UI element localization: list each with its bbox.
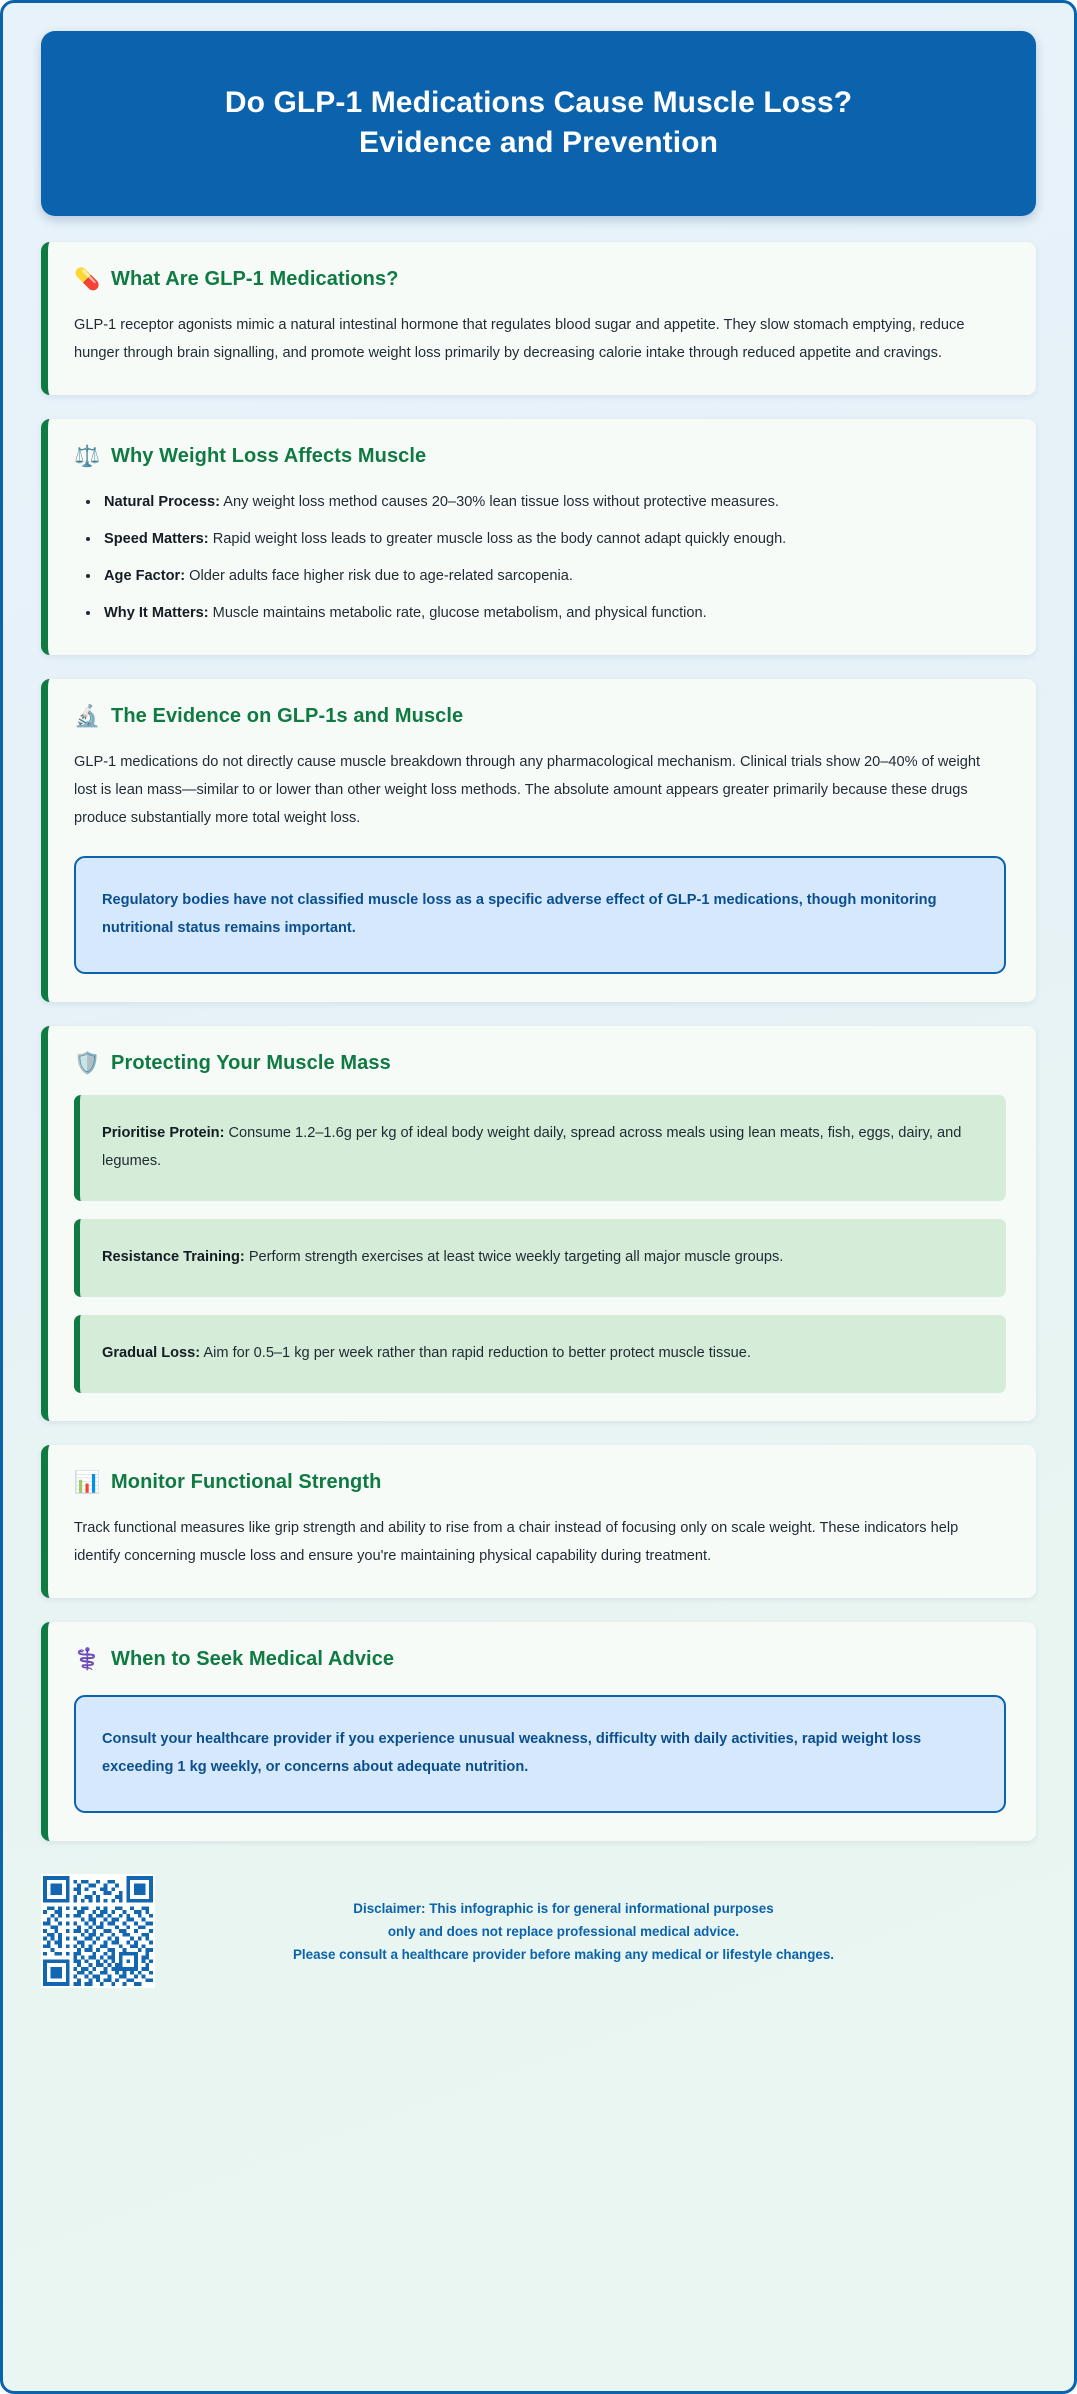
tip-body: Perform strength exercises at least twice weekly targeting all major muscle groups.	[248, 1249, 784, 1266]
section-card-why-weight-loss-affects-muscle	[41, 419, 1036, 655]
balance-scale-icon: ⚖️	[74, 445, 101, 469]
card-body-text: GLP-1 receptor agonists mimic a natural intestinal hormone that regulates blood sugar and appetite. They slow stomach emptying, reduce hunger through brain signalling, and promote weight loss primarily by decreasing calorie intake through reduced appetite and cravings.	[74, 317, 965, 362]
bullet-label: Natural Process:	[104, 494, 220, 511]
disclaimer-line-1-text: This infographic is for general informational purposes	[425, 1900, 774, 1916]
card-header	[74, 445, 1006, 468]
disclaimer-line-3: Please consult a healthcare provider before making any medical or lifestyle changes.	[292, 1947, 835, 1962]
disclaimer-line-2: only and does not replace professional medical advice.	[387, 1923, 740, 1939]
list-item	[78, 488, 1006, 516]
bullet-text: Any weight loss method causes 20–30% lean tissue loss without protective measures.	[223, 494, 779, 511]
disclaimer	[181, 1897, 1036, 1966]
card-title: Protecting Your Muscle Mass	[111, 1052, 391, 1075]
card-title: When to Seek Medical Advice	[111, 1648, 395, 1671]
tip-box-resistance-training	[74, 1219, 1006, 1297]
list-item	[78, 599, 1006, 627]
page-title	[81, 83, 996, 162]
card-title: The Evidence on GLP-1s and Muscle	[111, 705, 464, 728]
medical-advice-callout-box	[74, 1695, 1006, 1813]
tip-text	[102, 1243, 982, 1271]
bullet-text: Rapid weight loss leads to greater muscle loss as the body cannot adapt quickly enough.	[212, 531, 787, 548]
tip-box-prioritise-protein	[74, 1095, 1006, 1201]
bullet-label: Speed Matters:	[104, 531, 209, 548]
card-header	[74, 1648, 1006, 1671]
section-card-monitor-functional-strength	[41, 1445, 1036, 1598]
card-body-text: Track functional measures like grip strength and ability to rise from a chair instead of focusing only on scale weight. These indicators help identify concerning muscle loss and ensure you're maintaining physical capability during treatment.	[74, 1520, 959, 1565]
card-header	[74, 1052, 1006, 1075]
bullet-list	[74, 488, 1006, 627]
qr-code-svg	[43, 1876, 153, 1986]
tip-box-gradual-loss	[74, 1315, 1006, 1393]
tip-text	[102, 1339, 982, 1367]
card-header	[74, 1471, 1006, 1494]
bullet-label: Age Factor:	[104, 568, 186, 585]
bullet-text: Muscle maintains metabolic rate, glucose metabolism, and physical function.	[212, 605, 707, 622]
section-card-the-evidence	[41, 679, 1036, 1002]
section-card-what-are-glp1	[41, 242, 1036, 395]
tip-label: Gradual Loss:	[102, 1345, 201, 1362]
card-header	[74, 268, 1006, 291]
microscope-icon: 🔬	[74, 705, 101, 729]
footer	[41, 1871, 1036, 1991]
tip-list	[74, 1095, 1006, 1393]
bullet-label: Why It Matters:	[104, 605, 209, 622]
section-card-protecting-muscle-mass	[41, 1026, 1036, 1421]
tip-label: Prioritise Protein:	[102, 1125, 225, 1142]
disclaimer-paragraph	[181, 1897, 946, 1966]
callout-text: Regulatory bodies have not classified muscle loss as a specific adverse effect of GLP-1 medications, though monitoring nutritional status remains important.	[102, 892, 937, 937]
list-item	[78, 562, 1006, 590]
section-card-when-to-seek-advice	[41, 1622, 1036, 1841]
bullet-text: Older adults face higher risk due to age-related sarcopenia.	[189, 568, 573, 585]
page-title-line-1: Do GLP-1 Medications Cause Muscle Loss?	[224, 86, 853, 119]
medical-symbol-icon: ⚕️	[74, 1648, 101, 1672]
tip-label: Resistance Training:	[102, 1249, 245, 1266]
tip-body: Aim for 0.5–1 kg per week rather than rapid reduction to better protect muscle tissue.	[203, 1345, 751, 1362]
card-body-text: GLP-1 medications do not directly cause muscle breakdown through any pharmacological mechanism. Clinical trials show 20–40% of weight lost is lean mass—similar to or lower than other weight loss methods. The absolute amount appears greater primarily because these drugs produce substantially more total weight loss.	[74, 754, 981, 827]
card-header	[74, 705, 1006, 728]
list-item	[78, 525, 1006, 553]
card-title: Monitor Functional Strength	[111, 1471, 382, 1494]
tip-body: Consume 1.2–1.6g per kg of ideal body weight daily, spread across meals using lean meats, fish, eggs, dairy, and legumes.	[102, 1125, 962, 1170]
disclaimer-label: Disclaimer:	[353, 1900, 426, 1916]
disclaimer-line-1	[181, 1897, 946, 1920]
qr-code[interactable]	[41, 1874, 155, 1988]
shield-icon: 🛡️	[74, 1052, 101, 1076]
tip-text	[102, 1119, 982, 1175]
card-title: What Are GLP-1 Medications?	[111, 268, 399, 291]
evidence-callout-box	[74, 856, 1006, 974]
header-banner	[41, 31, 1036, 216]
section-list	[41, 242, 1036, 1841]
page-title-line-2: Evidence and Prevention	[358, 125, 719, 159]
bar-chart-icon: 📊	[74, 1471, 101, 1495]
pill-icon: 💊	[74, 268, 101, 292]
card-title: Why Weight Loss Affects Muscle	[111, 445, 427, 468]
callout-text: Consult your healthcare provider if you experience unusual weakness, difficulty with daily activities, rapid weight loss exceeding 1 kg weekly, or concerns about adequate nutrition.	[102, 1731, 922, 1776]
